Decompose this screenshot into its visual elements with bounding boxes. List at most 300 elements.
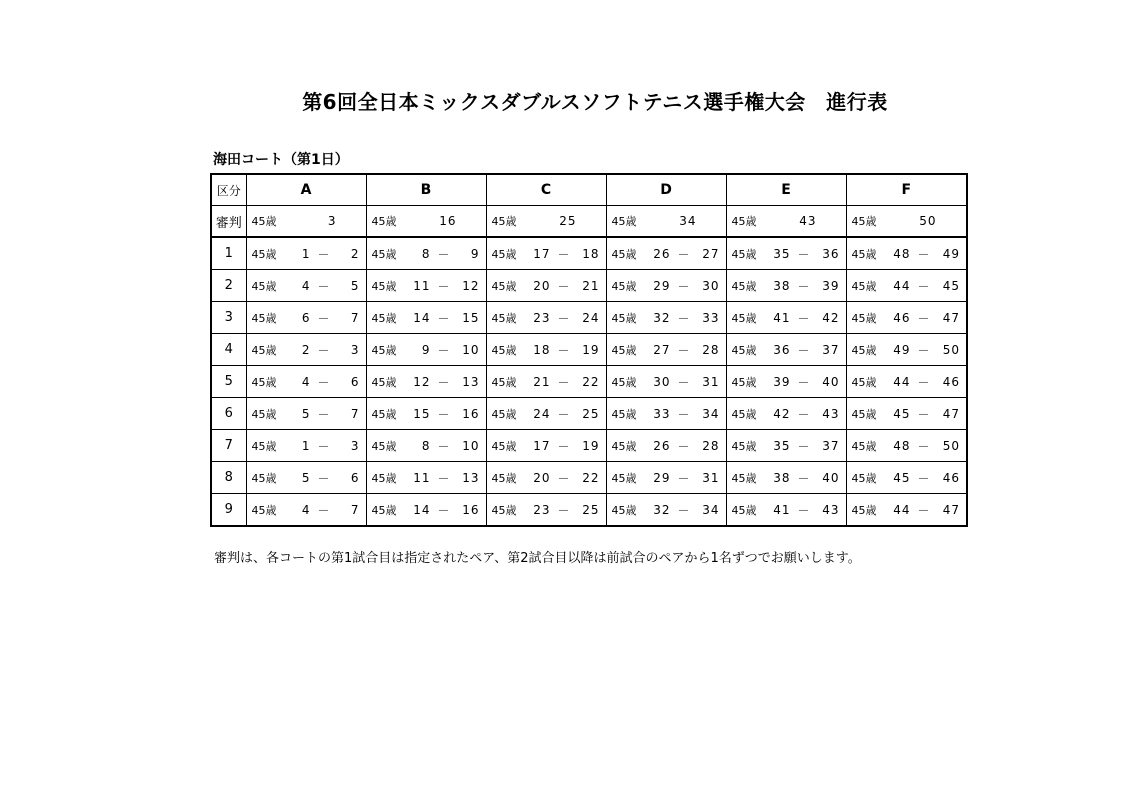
pair-number-right: 43 (822, 406, 840, 421)
versus-dash: － (917, 247, 930, 261)
versus-dash: － (917, 343, 930, 357)
match-cell-f (846, 462, 967, 494)
match-number: 2 (211, 270, 246, 302)
pair-number-right: 40 (822, 374, 840, 389)
age-group: 45歳 (371, 343, 397, 357)
pair-number-left: 27 (653, 342, 671, 357)
pair-number-right: 12 (462, 278, 480, 293)
age-group: 45歳 (251, 279, 277, 293)
versus-dash: － (557, 311, 570, 325)
pair-number-left: 2 (301, 342, 311, 357)
age-group: 45歳 (851, 247, 877, 261)
pair-number-left: 44 (893, 374, 911, 389)
pair-number-left: 44 (893, 278, 911, 293)
match-row (211, 494, 967, 527)
age-group: 45歳 (491, 407, 517, 421)
versus-dash: － (317, 247, 330, 261)
pair-number-right: 46 (942, 374, 960, 389)
match-cell-d (606, 430, 726, 462)
pair-number-right: 50 (942, 438, 960, 453)
pair-number-right: 25 (582, 406, 600, 421)
versus-dash: － (437, 343, 450, 357)
match-number: 3 (211, 302, 246, 334)
versus-dash: － (557, 279, 570, 293)
umpire-cell-b (366, 206, 486, 238)
pair-number-left: 26 (653, 246, 671, 261)
pair-number-left: 4 (301, 374, 311, 389)
umpire-pair-number: 3 (327, 214, 337, 228)
match-cell-b (366, 366, 486, 398)
match-row (211, 398, 967, 430)
versus-dash: － (917, 375, 930, 389)
match-cell-c (486, 398, 606, 430)
match-cell-c (486, 430, 606, 462)
pair-number-left: 32 (653, 310, 671, 325)
pair-number-right: 7 (350, 406, 360, 421)
age-group: 45歳 (731, 407, 757, 421)
pair-number-right: 31 (702, 470, 720, 485)
match-cell-f (846, 430, 967, 462)
pair-number-left: 45 (893, 470, 911, 485)
match-row (211, 334, 967, 366)
pair-number-right: 40 (822, 470, 840, 485)
umpire-label: 審判 (211, 206, 246, 238)
match-cell-c (486, 270, 606, 302)
age-group: 45歳 (251, 503, 277, 517)
pair-number-right: 3 (350, 342, 360, 357)
versus-dash: － (677, 343, 690, 357)
match-cell-a (246, 270, 366, 302)
pair-number-left: 8 (421, 438, 431, 453)
match-cell-a (246, 334, 366, 366)
age-group: 45歳 (731, 343, 757, 357)
versus-dash: － (917, 439, 930, 453)
match-cell-e (726, 366, 846, 398)
pair-number-left: 4 (301, 502, 311, 517)
pair-number-left: 23 (533, 502, 551, 517)
pair-number-right: 42 (822, 310, 840, 325)
versus-dash: － (317, 375, 330, 389)
age-group: 45歳 (611, 407, 637, 421)
versus-dash: － (557, 471, 570, 485)
pair-number-left: 14 (413, 502, 431, 517)
match-cell-d (606, 270, 726, 302)
match-cell-e (726, 270, 846, 302)
pair-number-left: 5 (301, 406, 311, 421)
match-row (211, 430, 967, 462)
match-number: 1 (211, 237, 246, 270)
umpire-cell-d (606, 206, 726, 238)
versus-dash: － (317, 279, 330, 293)
versus-dash: － (797, 279, 810, 293)
age-group: 45歳 (371, 503, 397, 517)
pair-number-left: 17 (533, 438, 551, 453)
age-group: 45歳 (731, 439, 757, 453)
age-group: 45歳 (851, 279, 877, 293)
match-cell-b (366, 302, 486, 334)
pair-number-left: 15 (413, 406, 431, 421)
pair-number-right: 25 (582, 502, 600, 517)
pair-number-right: 37 (822, 342, 840, 357)
versus-dash: － (317, 503, 330, 517)
header-label: 区分 (211, 174, 246, 206)
match-cell-a (246, 237, 366, 270)
pair-number-left: 46 (893, 310, 911, 325)
age-group: 45歳 (491, 279, 517, 293)
match-row (211, 270, 967, 302)
match-cell-d (606, 302, 726, 334)
versus-dash: － (917, 407, 930, 421)
match-cell-c (486, 366, 606, 398)
pair-number-left: 11 (413, 278, 431, 293)
versus-dash: － (917, 503, 930, 517)
match-cell-b (366, 462, 486, 494)
pair-number-right: 21 (582, 278, 600, 293)
pair-number-left: 32 (653, 502, 671, 517)
match-cell-c (486, 302, 606, 334)
match-cell-a (246, 398, 366, 430)
match-cell-f (846, 494, 967, 527)
pair-number-right: 13 (462, 470, 480, 485)
pair-number-right: 34 (702, 502, 720, 517)
versus-dash: － (437, 439, 450, 453)
age-group: 45歳 (371, 311, 397, 325)
age-group: 45歳 (371, 279, 397, 293)
pair-number-right: 3 (350, 438, 360, 453)
pair-number-right: 24 (582, 310, 600, 325)
pair-number-right: 47 (942, 406, 960, 421)
age-group: 45歳 (251, 375, 277, 389)
pair-number-right: 6 (350, 470, 360, 485)
pair-number-right: 34 (702, 406, 720, 421)
match-cell-e (726, 237, 846, 270)
versus-dash: － (677, 503, 690, 517)
age-group: 45歳 (611, 215, 637, 228)
pair-number-left: 14 (413, 310, 431, 325)
umpire-pair-number: 16 (439, 214, 457, 228)
match-cell-e (726, 462, 846, 494)
match-cell-b (366, 398, 486, 430)
pair-number-right: 49 (942, 246, 960, 261)
age-group: 45歳 (731, 215, 757, 228)
pair-number-left: 48 (893, 246, 911, 261)
pair-number-right: 2 (350, 246, 360, 261)
pair-number-right: 22 (582, 470, 600, 485)
age-group: 45歳 (731, 375, 757, 389)
match-number: 7 (211, 430, 246, 462)
versus-dash: － (797, 247, 810, 261)
match-cell-b (366, 334, 486, 366)
pair-number-left: 30 (653, 374, 671, 389)
age-group: 45歳 (611, 375, 637, 389)
pair-number-right: 16 (462, 406, 480, 421)
pair-number-right: 6 (350, 374, 360, 389)
pair-number-right: 43 (822, 502, 840, 517)
pair-number-left: 49 (893, 342, 911, 357)
pair-number-left: 39 (773, 374, 791, 389)
age-group: 45歳 (851, 503, 877, 517)
age-group: 45歳 (491, 247, 517, 261)
versus-dash: － (797, 503, 810, 517)
pair-number-right: 46 (942, 470, 960, 485)
pair-number-right: 28 (702, 342, 720, 357)
court-header-a: A (246, 174, 366, 206)
pair-number-left: 24 (533, 406, 551, 421)
age-group: 45歳 (491, 439, 517, 453)
pair-number-left: 21 (533, 374, 551, 389)
match-row (211, 302, 967, 334)
age-group: 45歳 (611, 471, 637, 485)
versus-dash: － (677, 247, 690, 261)
pair-number-left: 36 (773, 342, 791, 357)
pair-number-left: 12 (413, 374, 431, 389)
match-cell-f (846, 398, 967, 430)
age-group: 45歳 (371, 215, 397, 228)
age-group: 45歳 (851, 439, 877, 453)
versus-dash: － (557, 343, 570, 357)
versus-dash: － (677, 471, 690, 485)
age-group: 45歳 (611, 279, 637, 293)
versus-dash: － (557, 247, 570, 261)
court-header-d: D (606, 174, 726, 206)
age-group: 45歳 (251, 247, 277, 261)
age-group: 45歳 (491, 215, 517, 228)
versus-dash: － (437, 471, 450, 485)
versus-dash: － (437, 503, 450, 517)
pair-number-left: 44 (893, 502, 911, 517)
page-title: 第6回全日本ミックスダブルスソフトテニス選手権大会 進行表 (302, 90, 888, 114)
pair-number-left: 23 (533, 310, 551, 325)
pair-number-left: 38 (773, 278, 791, 293)
pair-number-right: 5 (350, 278, 360, 293)
match-cell-d (606, 366, 726, 398)
age-group: 45歳 (251, 215, 277, 228)
versus-dash: － (797, 343, 810, 357)
match-number: 6 (211, 398, 246, 430)
versus-dash: － (917, 311, 930, 325)
match-cell-a (246, 302, 366, 334)
age-group: 45歳 (611, 311, 637, 325)
pair-number-right: 13 (462, 374, 480, 389)
pair-number-right: 39 (822, 278, 840, 293)
match-cell-e (726, 302, 846, 334)
age-group: 45歳 (491, 343, 517, 357)
pair-number-right: 47 (942, 502, 960, 517)
match-cell-c (486, 237, 606, 270)
pair-number-right: 27 (702, 246, 720, 261)
match-cell-c (486, 334, 606, 366)
match-number: 4 (211, 334, 246, 366)
pair-number-right: 10 (462, 342, 480, 357)
court-header-e: E (726, 174, 846, 206)
versus-dash: － (917, 279, 930, 293)
pair-number-right: 50 (942, 342, 960, 357)
pair-number-left: 20 (533, 470, 551, 485)
match-cell-a (246, 494, 366, 527)
versus-dash: － (317, 471, 330, 485)
versus-dash: － (557, 503, 570, 517)
pair-number-left: 41 (773, 502, 791, 517)
match-cell-b (366, 494, 486, 527)
match-cell-a (246, 430, 366, 462)
versus-dash: － (677, 375, 690, 389)
age-group: 45歳 (731, 471, 757, 485)
pair-number-right: 10 (462, 438, 480, 453)
versus-dash: － (437, 407, 450, 421)
age-group: 45歳 (851, 471, 877, 485)
match-cell-a (246, 366, 366, 398)
age-group: 45歳 (851, 375, 877, 389)
age-group: 45歳 (371, 407, 397, 421)
age-group: 45歳 (251, 439, 277, 453)
umpire-pair-number: 43 (799, 214, 817, 228)
umpire-cell-f (846, 206, 967, 238)
match-cell-f (846, 366, 967, 398)
match-cell-e (726, 494, 846, 527)
age-group: 45歳 (491, 503, 517, 517)
versus-dash: － (797, 439, 810, 453)
versus-dash: － (677, 407, 690, 421)
pair-number-left: 48 (893, 438, 911, 453)
pair-number-right: 15 (462, 310, 480, 325)
match-cell-b (366, 270, 486, 302)
pair-number-left: 4 (301, 278, 311, 293)
match-cell-c (486, 494, 606, 527)
match-cell-e (726, 398, 846, 430)
match-number: 9 (211, 494, 246, 527)
age-group: 45歳 (251, 343, 277, 357)
age-group: 45歳 (251, 471, 277, 485)
age-group: 45歳 (491, 471, 517, 485)
match-number: 5 (211, 366, 246, 398)
age-group: 45歳 (371, 471, 397, 485)
match-cell-a (246, 462, 366, 494)
pair-number-left: 18 (533, 342, 551, 357)
age-group: 45歳 (371, 375, 397, 389)
age-group: 45歳 (611, 439, 637, 453)
versus-dash: － (557, 375, 570, 389)
match-row (211, 237, 967, 270)
pair-number-left: 33 (653, 406, 671, 421)
pair-number-right: 28 (702, 438, 720, 453)
pair-number-right: 22 (582, 374, 600, 389)
pair-number-right: 7 (350, 310, 360, 325)
match-cell-f (846, 270, 967, 302)
age-group: 45歳 (851, 343, 877, 357)
versus-dash: － (797, 471, 810, 485)
umpire-cell-c (486, 206, 606, 238)
pair-number-left: 42 (773, 406, 791, 421)
pair-number-left: 29 (653, 470, 671, 485)
pair-number-left: 6 (301, 310, 311, 325)
age-group: 45歳 (371, 247, 397, 261)
pair-number-left: 20 (533, 278, 551, 293)
age-group: 45歳 (851, 407, 877, 421)
versus-dash: － (917, 471, 930, 485)
age-group: 45歳 (611, 247, 637, 261)
age-group: 45歳 (491, 375, 517, 389)
pair-number-right: 19 (582, 438, 600, 453)
pair-number-left: 29 (653, 278, 671, 293)
age-group: 45歳 (371, 439, 397, 453)
match-number: 8 (211, 462, 246, 494)
match-cell-f (846, 334, 967, 366)
match-cell-f (846, 237, 967, 270)
age-group: 45歳 (731, 311, 757, 325)
versus-dash: － (437, 279, 450, 293)
pair-number-right: 47 (942, 310, 960, 325)
pair-number-left: 35 (773, 246, 791, 261)
match-cell-b (366, 430, 486, 462)
match-cell-d (606, 462, 726, 494)
court-header-c: C (486, 174, 606, 206)
versus-dash: － (317, 343, 330, 357)
pair-number-right: 45 (942, 278, 960, 293)
versus-dash: － (677, 279, 690, 293)
pair-number-left: 5 (301, 470, 311, 485)
match-row (211, 462, 967, 494)
pair-number-left: 26 (653, 438, 671, 453)
umpire-pair-number: 50 (919, 214, 937, 228)
versus-dash: － (797, 311, 810, 325)
pair-number-right: 33 (702, 310, 720, 325)
pair-number-left: 41 (773, 310, 791, 325)
umpire-pair-number: 25 (559, 214, 577, 228)
versus-dash: － (797, 375, 810, 389)
versus-dash: － (437, 375, 450, 389)
pair-number-left: 17 (533, 246, 551, 261)
court-header-f: F (846, 174, 967, 206)
pair-number-right: 30 (702, 278, 720, 293)
age-group: 45歳 (851, 311, 877, 325)
umpire-pair-number: 34 (679, 214, 697, 228)
age-group: 45歳 (251, 311, 277, 325)
versus-dash: － (797, 407, 810, 421)
age-group: 45歳 (851, 215, 877, 228)
match-cell-c (486, 462, 606, 494)
pair-number-left: 8 (421, 246, 431, 261)
age-group: 45歳 (611, 503, 637, 517)
versus-dash: － (557, 407, 570, 421)
versus-dash: － (557, 439, 570, 453)
schedule-table (210, 173, 968, 527)
age-group: 45歳 (731, 503, 757, 517)
pair-number-left: 1 (301, 438, 311, 453)
versus-dash: － (317, 407, 330, 421)
match-cell-f (846, 302, 967, 334)
pair-number-right: 7 (350, 502, 360, 517)
court-label: 海田コート（第1日） (213, 152, 349, 168)
pair-number-right: 37 (822, 438, 840, 453)
match-cell-d (606, 237, 726, 270)
pair-number-right: 36 (822, 246, 840, 261)
umpire-cell-a (246, 206, 366, 238)
pair-number-right: 18 (582, 246, 600, 261)
versus-dash: － (677, 311, 690, 325)
pair-number-left: 45 (893, 406, 911, 421)
age-group: 45歳 (251, 407, 277, 421)
age-group: 45歳 (731, 247, 757, 261)
umpire-row (211, 206, 967, 238)
match-cell-b (366, 237, 486, 270)
age-group: 45歳 (491, 311, 517, 325)
header-row (211, 174, 967, 206)
pair-number-left: 35 (773, 438, 791, 453)
pair-number-right: 31 (702, 374, 720, 389)
pair-number-left: 9 (421, 342, 431, 357)
age-group: 45歳 (611, 343, 637, 357)
footnote: 審判は、各コートの第1試合目は指定されたペア、第2試合目以降は前試合のペアから1名ずつでお願いします。 (214, 551, 861, 566)
